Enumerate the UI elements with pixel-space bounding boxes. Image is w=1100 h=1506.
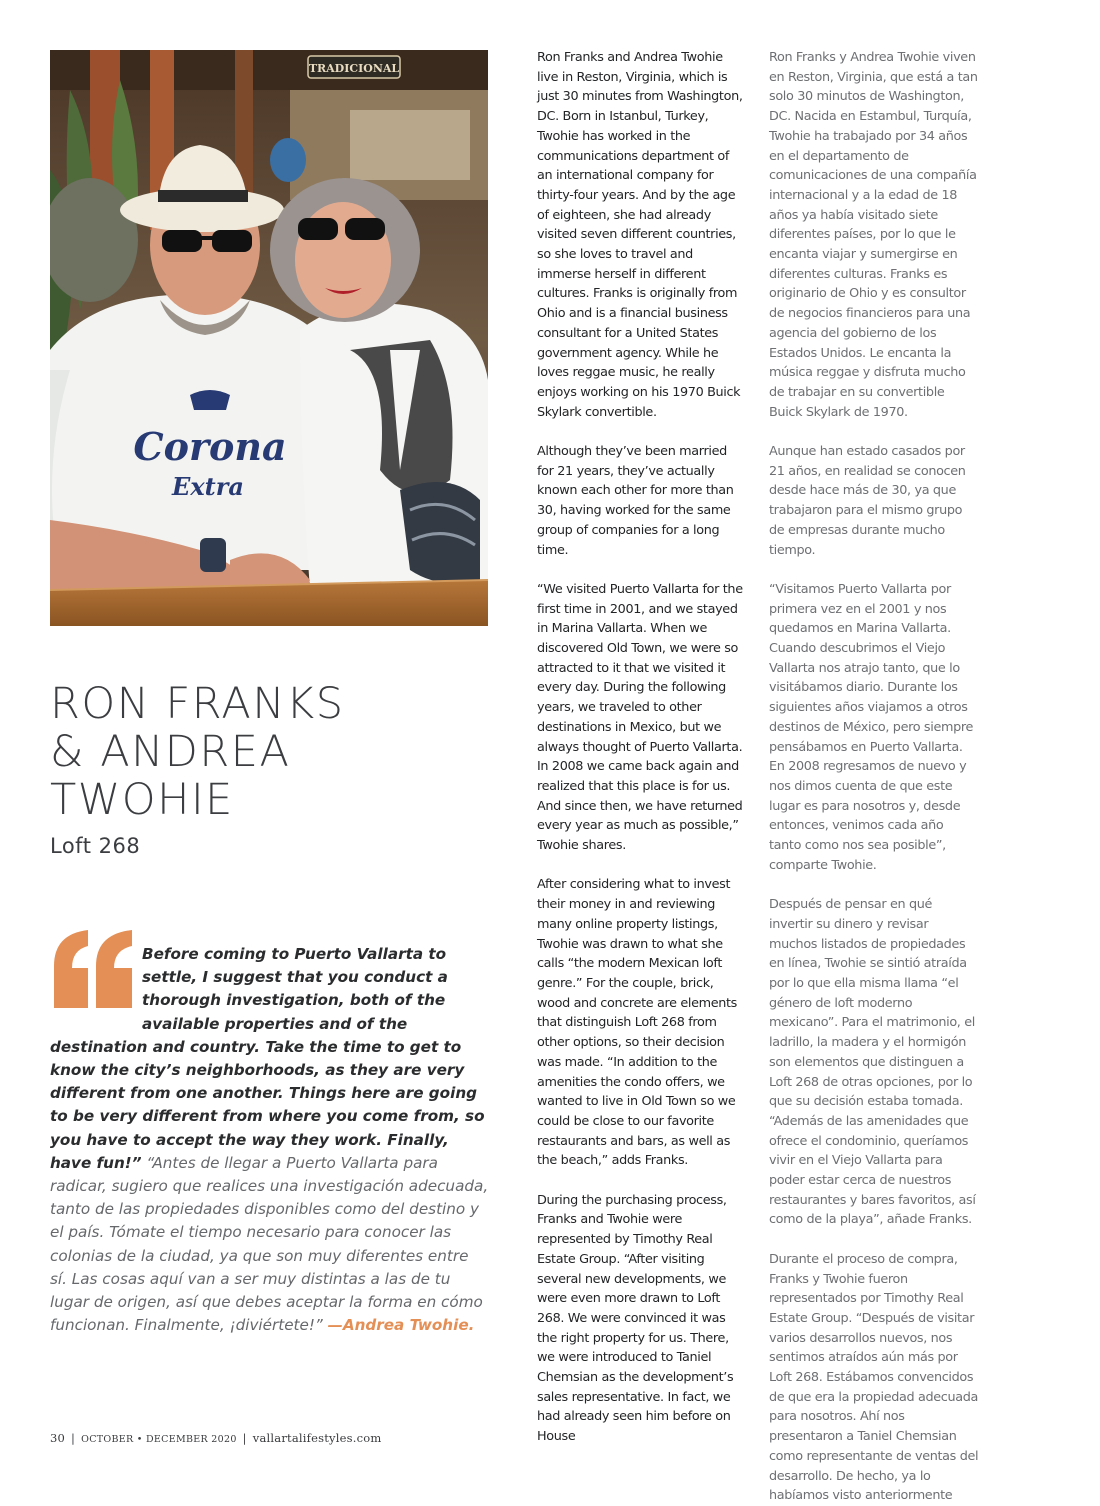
spanish-paragraph: Después de pensar en qué invertir su dinero y revisar muchos listados de propiedades en línea, Twohie se sintió atraída por lo que ella misma llama “el género de loft moderno mexicano”. Para el matrimonio, el ladrillo, la madera y el hormigón son elementos que distinguen a Loft 268 de otras opciones, por lo que su decisión estaba tomada. “Además de las amenidades que ofrece el condominio, queríamos vivir en el Viejo Vallarta para poder estar cerca de nuestros restaurantes y bares favoritos, así como de la playa”, añade Franks. (769, 897, 976, 1228)
title-line-1: RON FRANKS (50, 679, 345, 729)
quote-author: —Andrea Twohie. (327, 1316, 475, 1335)
pull-quote (50, 943, 490, 1337)
quote-english: Before coming to Puerto Vallarta to settle, I suggest that you conduct a thorough investigation, both of the available properties and of the destination and country. Take the time to get to know the city’s neighborhoods, as they are very different from one another. Things here are going to be very different from where you come from, so you have to accept the way they work. Finally, have fun!” (50, 945, 485, 1172)
english-paragraph: Although they’ve been married for 21 years, they’ve actually known each other for more than 30, having worked for the same group of companies for a long time. (537, 444, 734, 558)
english-column (537, 48, 747, 1447)
footer-divider: | (71, 1431, 76, 1445)
page-number: 30 (50, 1431, 66, 1445)
spanish-paragraph: Durante el proceso de compra, Franks y Twohie fueron representados por Timothy Real Estate Group. “Después de visitar varios desarrollos nuevos, nos sentimos atraídos aún más por Loft 268. Estábamos convencidos de que era la propiedad adecuada para nosotros. Ahí nos presentaron a Taniel Chemsian como representante de ventas del desarrollo. De hecho, ya lo habíamos visto anteriormente (769, 1251, 979, 1504)
footer-divider: | (242, 1431, 247, 1445)
website-link[interactable]: vallartalifestyles.com (252, 1431, 382, 1445)
spanish-column (769, 48, 979, 1506)
title-line-3: TWOHIE (50, 775, 234, 825)
spanish-paragraph: Ron Franks y Andrea Twohie viven en Reston, Virginia, que está a tan solo 30 minutos de Washington, DC. Nacida en Estambul, Turquía, Twohie ha trabajado por 34 años en el departamento de comunicaciones de una compañía internacional y a la edad de 18 años ya había visitado siete diferentes países, por lo que le encanta viajar y sumergirse en diferentes culturas. Franks es originario de Ohio y es consultor de negocios financieros para una agencia del gobierno de los Estados Unidos. Le encanta la música reggae y disfruta mucho de trabajar en su convertible Buick Skylark de 1970. (769, 50, 978, 420)
english-paragraph: Ron Franks and Andrea Twohie live in Reston, Virginia, which is just 30 minutes from Washington, DC. Born in Istanbul, Turkey, Twohie has worked in the communications department of an international company for thirty-four years. And by the age of eighteen, she had already visited seven different countries, so she loves to travel and immerse herself in different cultures. Franks is originally from Ohio and is a financial business consultant for a United States government agency. While he loves reggae music, he really enjoys working on his 1970 Buick Skylark convertible. (537, 50, 743, 420)
spanish-paragraph: Aunque han estado casados por 21 años, en realidad se conocen desde hace más de 30, ya que trabajaron para el mismo grupo de empresas durante mucho tiempo. (769, 444, 966, 558)
shirt-text-corona: Corona (133, 424, 287, 469)
shirt-text-extra: Extra (172, 472, 244, 501)
english-paragraph: “We visited Puerto Vallarta for the first time in 2001, and we stayed in Marina Vallarta. When we discovered Old Town, we were so attracted to it that we visited it every day. During the following years, we traveled to other destinations in Mexico, but we always thought of Puerto Vallarta. In 2008 we came back again and realized that this place is for us. And since then, we have returned every year as much as possible,” Twohie shares. (537, 581, 743, 854)
couple-photo (50, 50, 488, 626)
article-subtitle: Loft 268 (50, 834, 141, 858)
quote-spanish: “Antes de llegar a Puerto Vallarta para radicar, sugiero que realices una investigación adecuada, tanto de las propiedades disponibles como del destino y el país. Tómate el tiempo necesario para conocer las colonias de la ciudad, ya que son muy diferentes entre sí. Las cosas aquí van a ser muy distintas a las de tu lugar de origen, así que debes aceptar la forma en cómo funcionan. Finalmente, ¡diviértete!” (50, 1153, 489, 1335)
title-line-2: & ANDREA (50, 727, 291, 777)
page-footer (50, 1431, 381, 1445)
article-title (50, 680, 470, 824)
english-paragraph: During the purchasing process, Franks and Twohie were represented by Timothy Real Estate Group. “After visiting several new developments, we were even more drawn to Loft 268. We were convinced it was the right property for us. There, we were introduced to Taniel Chemsian as the development’s sales representative. In fact, we had already seen him before on House (537, 1192, 734, 1445)
bar-sign-text: TRADICIONAL (308, 62, 400, 75)
spanish-paragraph: “Visitamos Puerto Vallarta por primera vez en el 2001 y nos quedamos en Marina Vallarta. Cuando descubrimos el Viejo Vallarta nos atrajo tanto, que lo visitábamos diario. Durante los siguientes años viajamos a otros destinos de México, pero siempre pensábamos en Puerto Vallarta. En 2008 regresamos de nuevo y nos dimos cuenta de que este lugar es para nosotros y, desde entonces, venimos cada año tanto como nos sea posible”, comparte Twohie. (769, 581, 974, 873)
english-paragraph: After considering what to invest their money in and reviewing many online property listings, Twohie was drawn to what she calls “the modern Mexican loft genre.” For the couple, brick, wood and concrete are elements that distinguish Loft 268 from other options, so their decision was made. “In addition to the amenities the condo offers, we wanted to live in Old Town so we could be close to our favorite restaurants and bars, as well as the beach,” adds Franks. (537, 877, 737, 1169)
issue-date: OCTOBER • DECEMBER 2020 (81, 1434, 237, 1445)
